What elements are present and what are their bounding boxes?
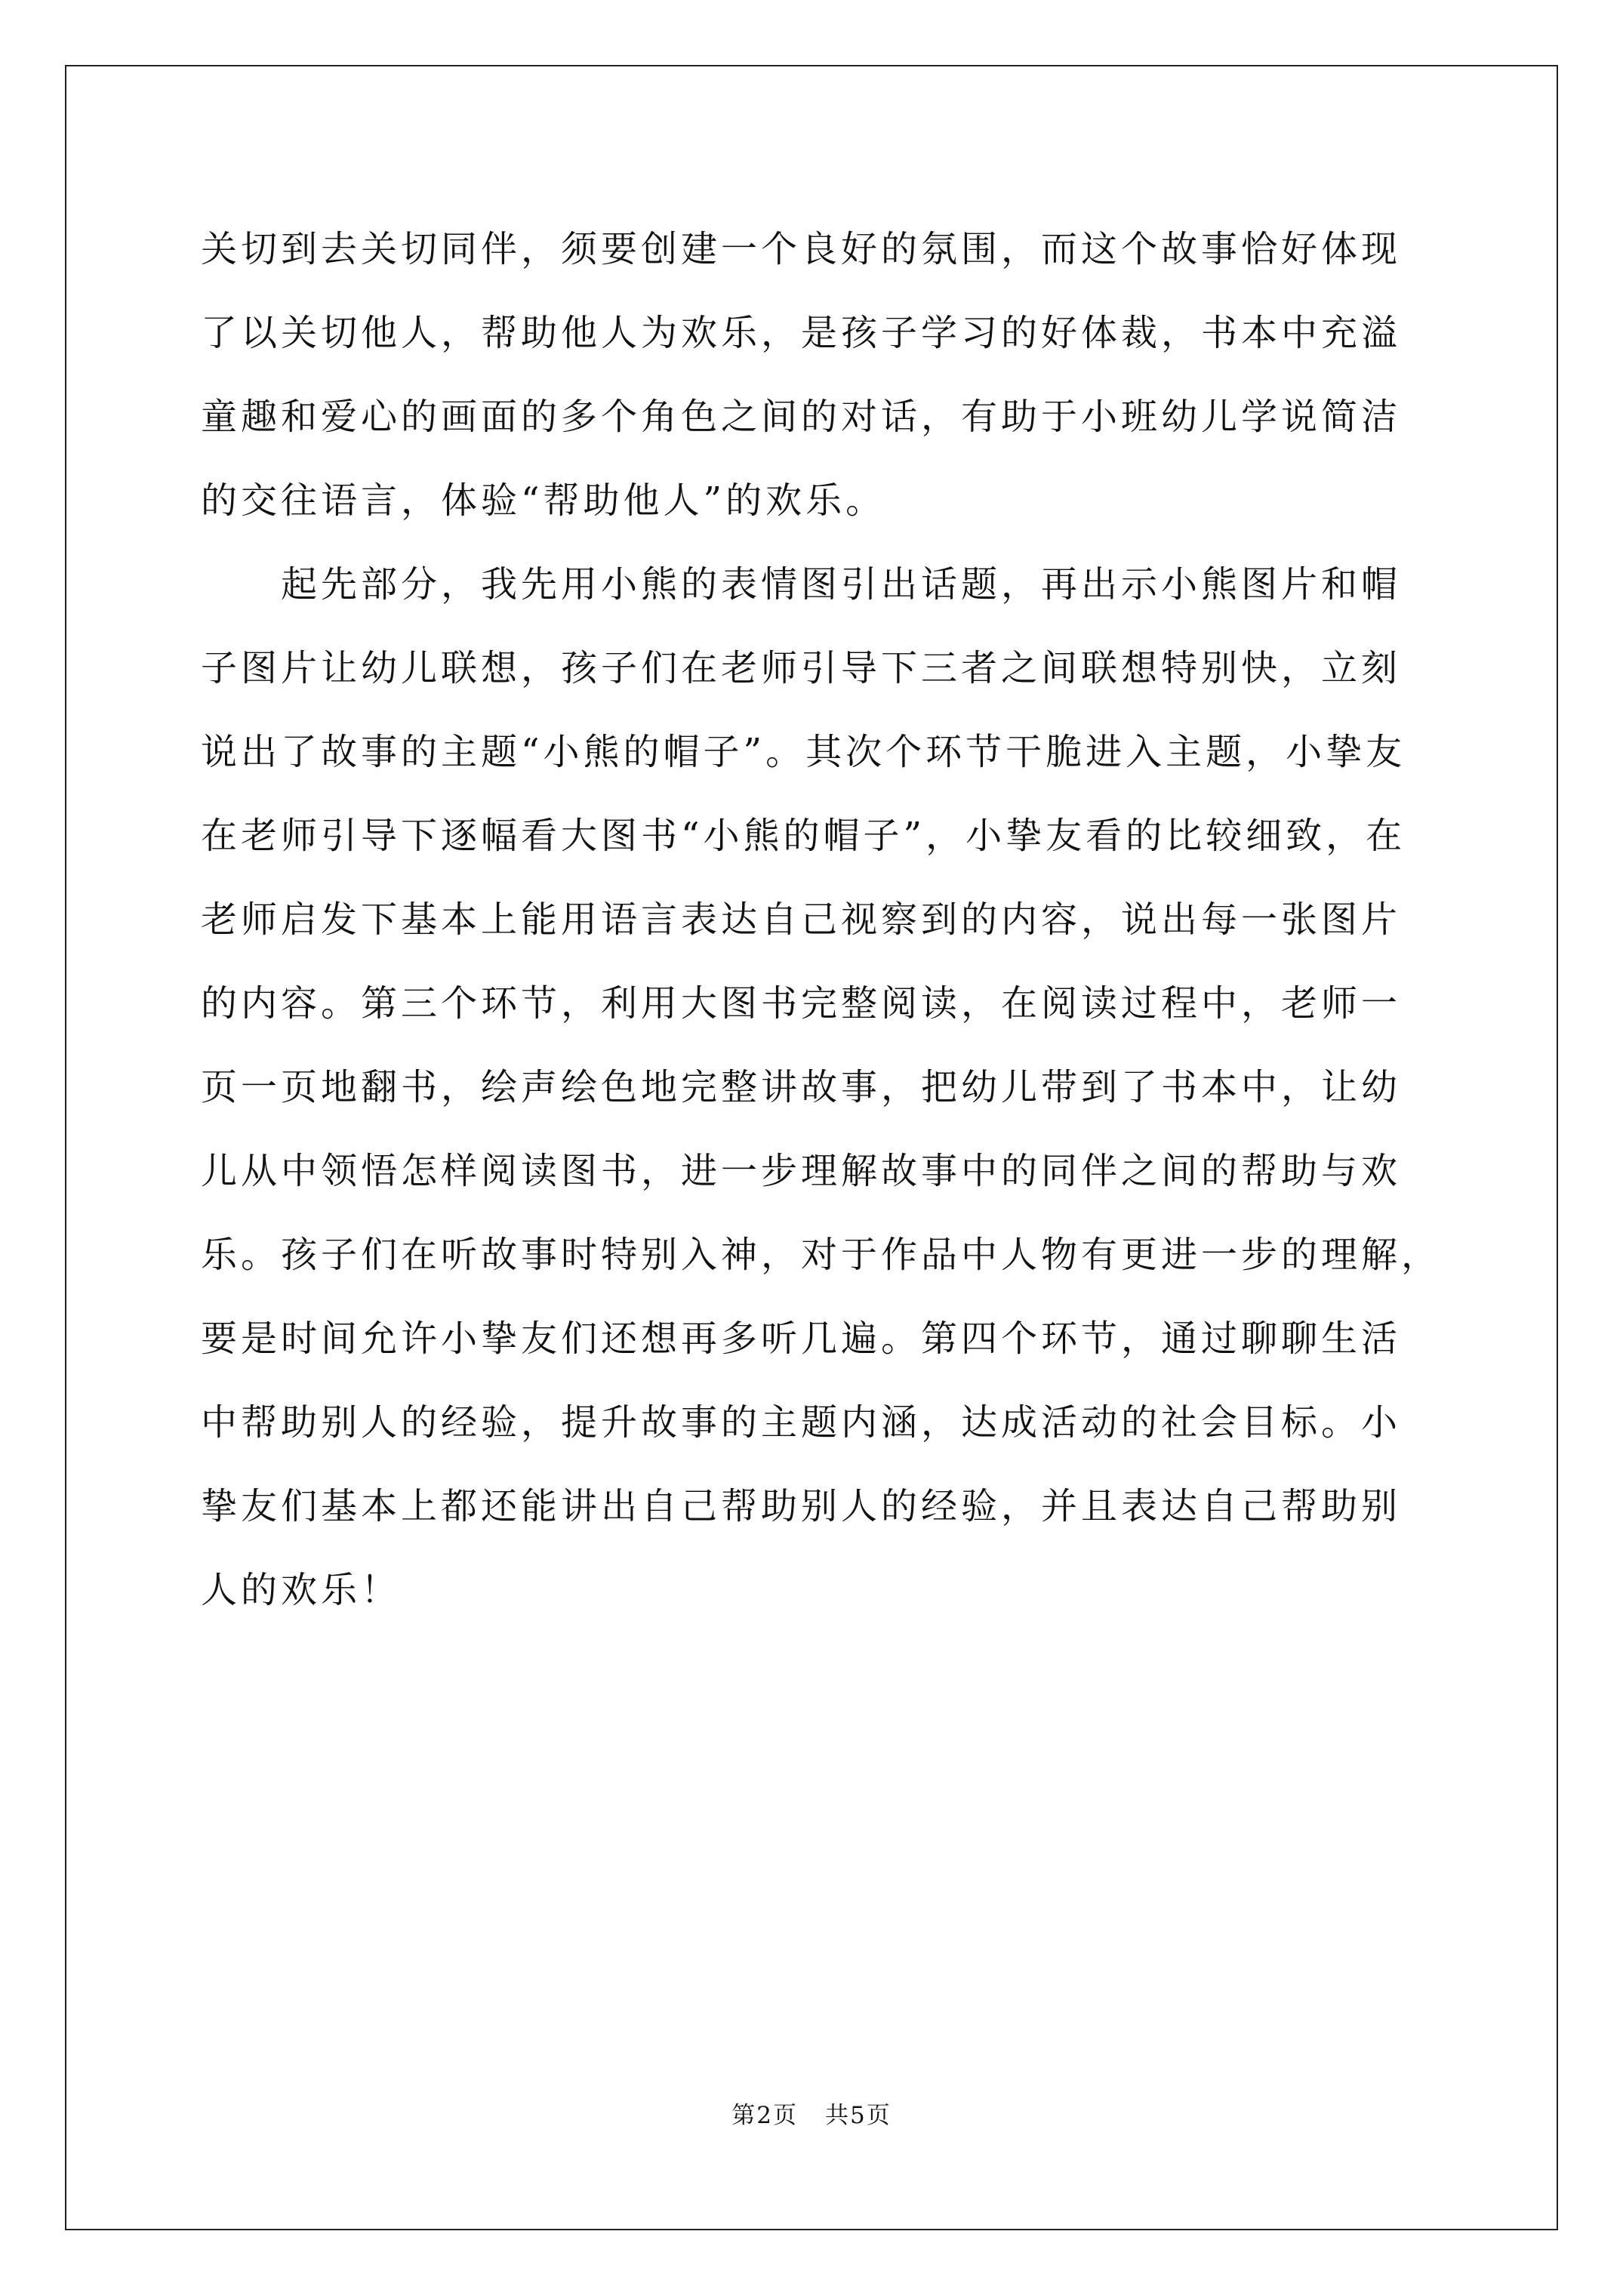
text-line: 的内容。第三个环节，利用大图书完整阅读，在阅读过程中，老师一 <box>201 982 1402 1025</box>
page-number-total: 共5页 <box>825 2102 892 2129</box>
text-line: 关切到去关切同伴，须要创建一个良好的氛围，而这个故事恰好体现 <box>201 228 1402 270</box>
page-number-current: 第2页 <box>731 2102 798 2129</box>
text-line: 老师启发下基本上能用语言表达自己视察到的内容，说出每一张图片 <box>201 898 1402 941</box>
text-line: 起先部分，我先用小熊的表情图引出话题，再出示小熊图片和帽 <box>201 563 1402 606</box>
text-line: 童趣和爱心的画面的多个角色之间的对话，有助于小班幼儿学说简洁 <box>201 396 1402 438</box>
text-line: 儿从中领悟怎样阅读图书，进一步理解故事中的同伴之间的帮助与欢 <box>201 1150 1402 1192</box>
text-line: 页一页地翻书，绘声绘色地完整讲故事，把幼儿带到了书本中，让幼 <box>201 1066 1402 1108</box>
text-line: 说出了故事的主题“小熊的帽子”。其次个环节干脆进入主题，小挚友 <box>201 731 1406 773</box>
text-line: 要是时间允许小挚友们还想再多听几遍。第四个环节，通过聊聊生活 <box>201 1318 1402 1360</box>
text-line: 在老师引导下逐幅看大图书“小熊的帽子”，小挚友看的比较细致，在 <box>201 815 1406 857</box>
text-line: 人的欢乐！ <box>201 1569 402 1611</box>
page-footer <box>0 2096 1623 2130</box>
text-line: 子图片让幼儿联想，孩子们在老师引导下三者之间联想特别快，立刻 <box>201 647 1402 689</box>
body-text <box>201 208 1465 1632</box>
text-line: 了以关切他人，帮助他人为欢乐，是孩子学习的好体裁，书本中充溢 <box>201 312 1402 354</box>
text-line: 中帮助别人的经验，提升故事的主题内涵，达成活动的社会目标。小 <box>201 1401 1402 1444</box>
text-line: 乐。孩子们在听故事时特别入神，对于作品中人物有更进一步的理解， <box>201 1234 1442 1276</box>
text-line: 的交往语言，体验“帮助他人”的欢乐。 <box>201 479 886 522</box>
text-line: 挚友们基本上都还能讲出自己帮助别人的经验，并且表达自己帮助别 <box>201 1485 1402 1527</box>
